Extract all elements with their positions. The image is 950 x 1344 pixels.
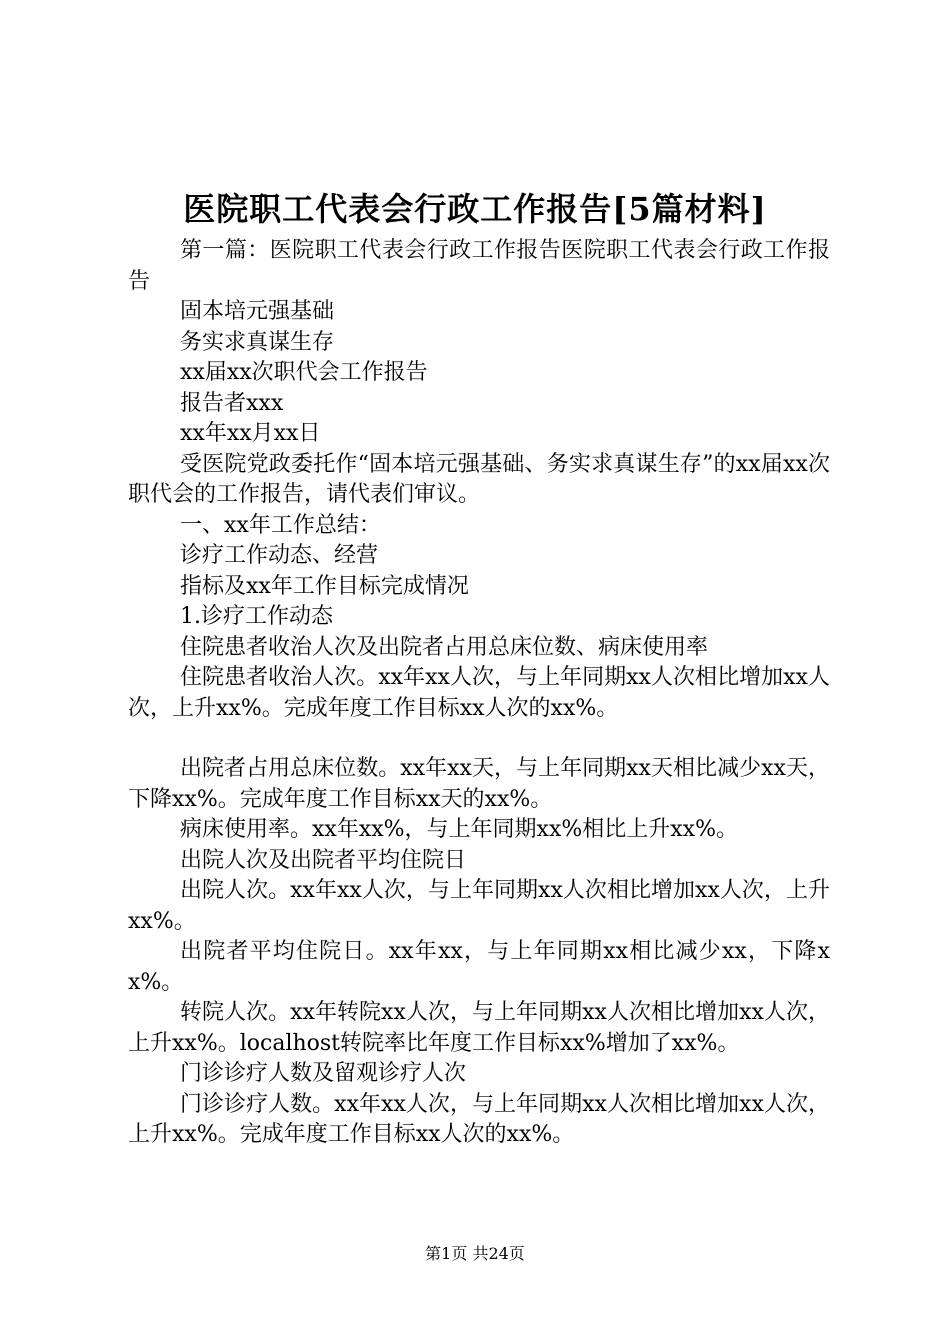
paragraph: 住院患者收治人次及出院者占用总床位数、病床使用率 (180, 634, 709, 660)
paragraph: 务实求真谋生存 (180, 329, 335, 355)
paragraph: 受医院党政委托作“固本培元强基础、务实求真谋生存”的xx届xx次职代会的工作报告，请代表们审议。 (128, 451, 830, 507)
paragraph: 一、xx年工作总结： (180, 512, 381, 538)
paragraph: 转院人次。xx年转院xx人次，与上年同期xx人次相比增加xx人次，上升xx%。localhost转院率比年度工作目标xx%增加了xx%。 (128, 1000, 830, 1056)
document-title: 医院职工代表会行政工作报告[5篇材料] (183, 190, 767, 228)
paragraph: 诊疗工作动态、经营 (180, 543, 379, 568)
page-footer: 第1页 共24页 (425, 1244, 525, 1263)
paragraph: xx年xx月xx日 (180, 421, 321, 446)
paragraph: 出院人次及出院者平均住院日 (180, 847, 467, 873)
paragraph: 出院者平均住院日。xx年xx，与上年同期xx相比减少xx，下降xx%。 (128, 939, 830, 995)
paragraph: 门诊诊疗人数及留观诊疗人次 (180, 1061, 467, 1086)
paragraph: 住院患者收治人次。xx年xx人次，与上年同期xx人次相比增加xx人次，上升xx%。完成年度工作目标xx人次的xx%。 (128, 665, 830, 721)
paragraph: 病床使用率。xx年xx%，与上年同期xx%相比上升xx%。 (180, 817, 738, 842)
paragraph: xx届xx次职代会工作报告 (180, 360, 428, 385)
paragraph: 出院者占用总床位数。xx年xx天，与上年同期xx天相比减少xx天，下降xx%。完成年度工作目标xx天的xx%。 (128, 756, 830, 812)
paragraph: 固本培元强基础 (180, 299, 335, 324)
paragraph: 报告者xxx (180, 390, 284, 416)
paragraph: 指标及xx年工作目标完成情况 (180, 573, 469, 599)
paragraph: 门诊诊疗人数。xx年xx人次，与上年同期xx人次相比增加xx人次，上升xx%。完成年度工作目标xx人次的xx%。 (128, 1091, 830, 1147)
document-body (128, 236, 830, 1151)
paragraph: 出院人次。xx年xx人次，与上年同期xx人次相比增加xx人次，上升xx%。 (128, 878, 830, 934)
paragraph: 1.诊疗工作动态 (180, 604, 333, 629)
paragraph: 第一篇：医院职工代表会行政工作报告医院职工代表会行政工作报告 (128, 238, 830, 294)
